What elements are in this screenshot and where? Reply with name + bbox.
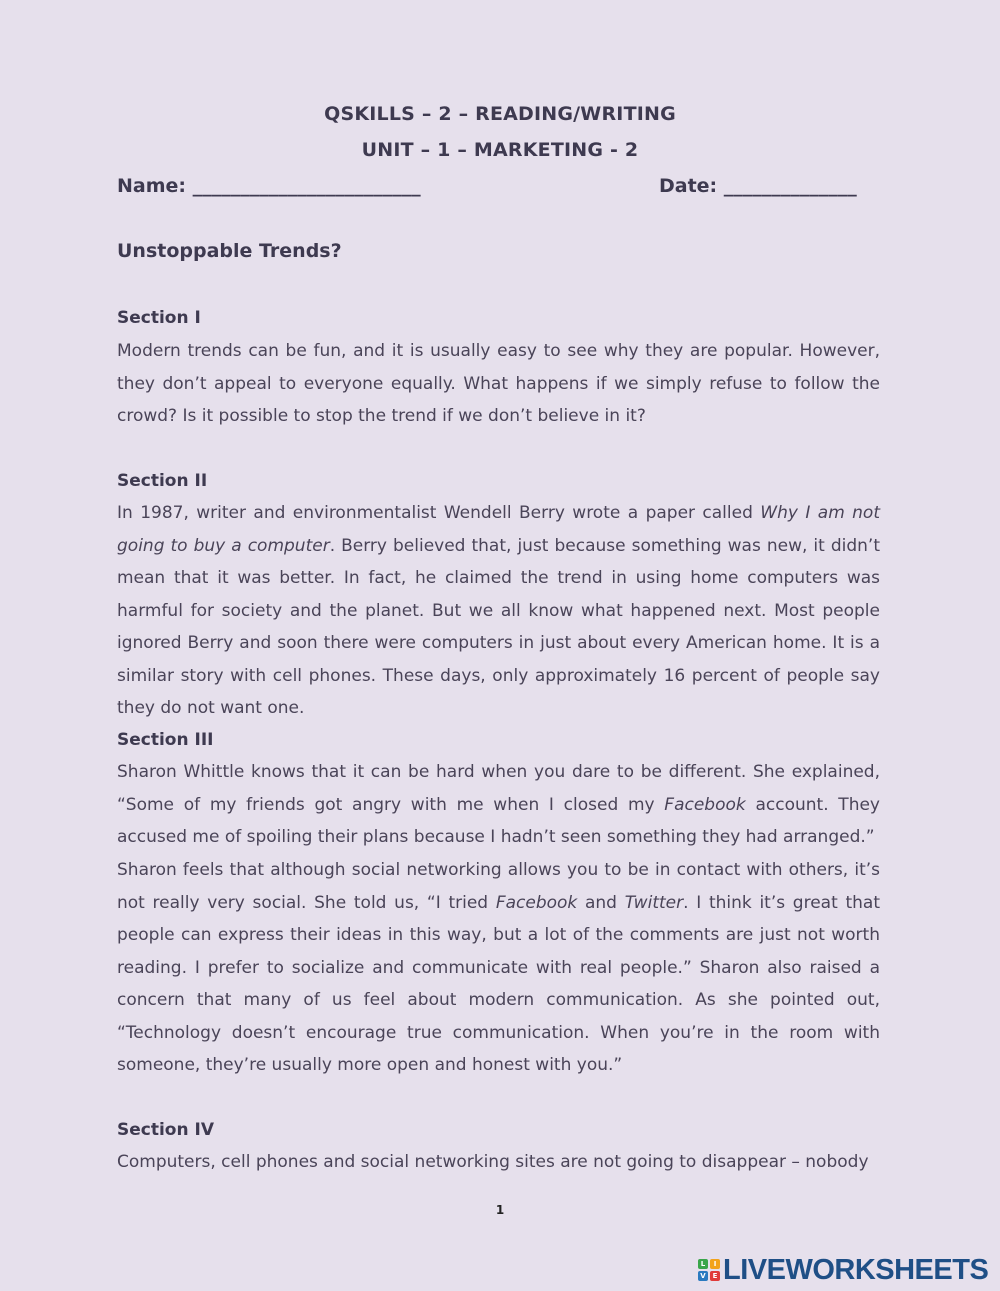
date-field[interactable]: Date: ______________ xyxy=(659,175,857,197)
logo-text: LIVEWORKSHEETS xyxy=(723,1253,989,1286)
section-heading: Section I xyxy=(117,308,201,328)
article-title: Unstoppable Trends? xyxy=(117,240,342,262)
section-heading: Section III xyxy=(117,730,214,750)
brand-name: Twitter xyxy=(624,892,684,913)
section-paragraph xyxy=(117,756,880,854)
text-run: and xyxy=(577,892,625,913)
brand-name: Facebook xyxy=(664,794,746,815)
section-paragraph xyxy=(117,497,880,725)
text-run: account. They accused me of spoiling their plans because I hadn’t seen something they had arranged.” xyxy=(117,794,880,847)
text-run: In 1987, writer and environmentalist Wendell Berry wrote a paper called xyxy=(117,503,761,523)
paper-title: Why I am not going to buy a computer xyxy=(117,503,880,556)
logo-tile: L xyxy=(698,1259,708,1269)
unit-subtitle: UNIT – 1 – MARKETING - 2 xyxy=(361,139,639,161)
logo-tile: E xyxy=(710,1271,720,1281)
section-paragraph: Modern trends can be fun, and it is usually easy to see why they are popular. However, they don’t appeal to everyone equally. What happens if we simply refuse to follow the crowd? Is it possible to stop the trend if we don’t believe in it? xyxy=(117,341,880,426)
text-run: Sharon Whittle knows that it can be hard when you dare to be different. She explained, “Some of my friends got angry with me when I closed my xyxy=(117,762,880,815)
brand-name: Facebook xyxy=(495,892,578,913)
text-run: . Berry believed that, just because something was new, it didn’t mean that it was better. In fact, he claimed the trend in using home computers was harmful for society and the planet. But we all know what happened next. Most people ignored Berry and soon there were computers in just about every American home. It is a similar story with cell phones. These days, only approximately 16 percent of people say they do not want one. xyxy=(117,535,880,718)
liveworksheets-logo[interactable] xyxy=(698,1255,988,1285)
section-heading: Section II xyxy=(117,471,208,491)
page-number: 1 xyxy=(495,1203,505,1217)
text-run: . I think it’s great that people can express their ideas in this way, but a lot of the comments are just not worth reading. I prefer to socialize and communicate with real people.” Sharon also raised a concern that many of us feel about modern communication. As she pointed out, “Technology doesn’t encourage true communication. When you’re in the room with someone, they’re usually more open and honest with you.” xyxy=(117,892,880,1075)
name-field[interactable]: Name: ________________________ xyxy=(117,175,421,197)
text-run: Sharon feels that although social networking allows you to be in contact with others, it’s not really very social. She told us, “I tried xyxy=(117,860,880,913)
logo-tile: I xyxy=(710,1259,720,1269)
logo-tile: V xyxy=(698,1271,708,1281)
section-paragraph xyxy=(117,854,880,1082)
section-heading: Section IV xyxy=(117,1120,214,1140)
section-paragraph: Computers, cell phones and social networking sites are not going to disappear – nobody xyxy=(117,1152,869,1172)
logo-icon xyxy=(698,1259,720,1281)
worksheet-title: QSKILLS – 2 – READING/WRITING xyxy=(324,103,676,125)
